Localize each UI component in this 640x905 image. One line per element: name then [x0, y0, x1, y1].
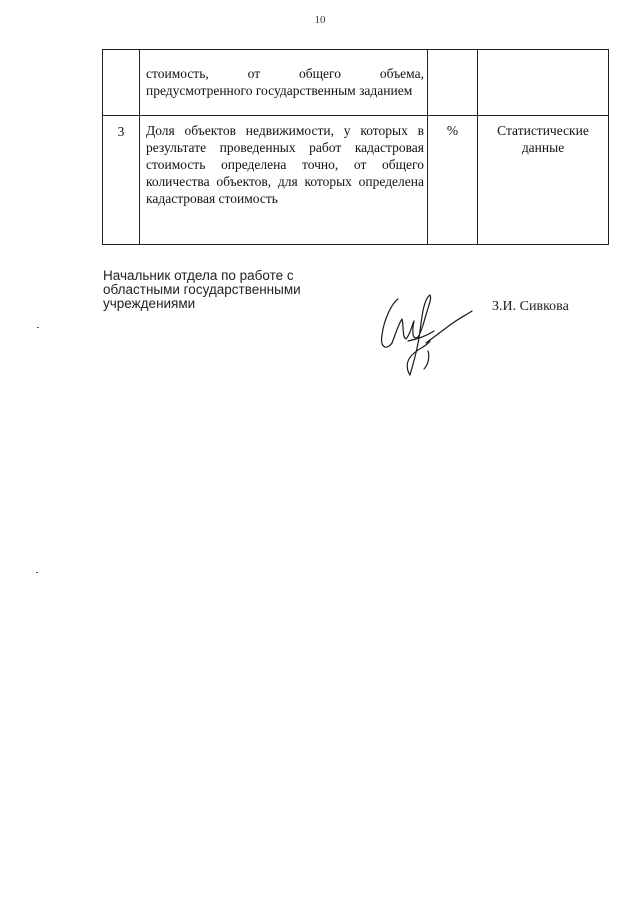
table-row: [103, 116, 609, 245]
row-number: [103, 50, 139, 57]
table-row: [103, 50, 609, 116]
row-number-cell: [103, 50, 140, 116]
source: Статистические данные: [497, 123, 589, 155]
row-number: 3: [117, 124, 125, 139]
unit: [428, 50, 477, 56]
signer-name: З.И. Сивкова: [492, 299, 569, 314]
unit-cell: [428, 50, 478, 116]
page-number: 10: [314, 14, 326, 26]
indicator-description: стоимость, от общего объема, предусмотренного государственным заданием: [146, 66, 424, 98]
indicator-description: Доля объектов недвижимости, у которых в результате проведенных работ кадастровая стоимость определена точно, от общего количества объектов, для которых определена кадастровая стоимость: [146, 123, 424, 206]
source-cell: [478, 116, 609, 245]
handwritten-signature: [368, 285, 478, 385]
unit-cell: [428, 116, 478, 245]
signer-title: Начальник отдела по работе с областными государственными учреждениями: [103, 268, 301, 311]
scan-speck: [37, 327, 39, 328]
source: [478, 50, 608, 56]
indicator-description-cell: [140, 50, 428, 116]
source-cell: [478, 50, 609, 116]
scan-speck: [36, 572, 38, 573]
unit: %: [446, 123, 459, 138]
indicators-table: [102, 49, 609, 245]
indicator-description-cell: [140, 116, 428, 245]
row-number-cell: [103, 116, 140, 245]
